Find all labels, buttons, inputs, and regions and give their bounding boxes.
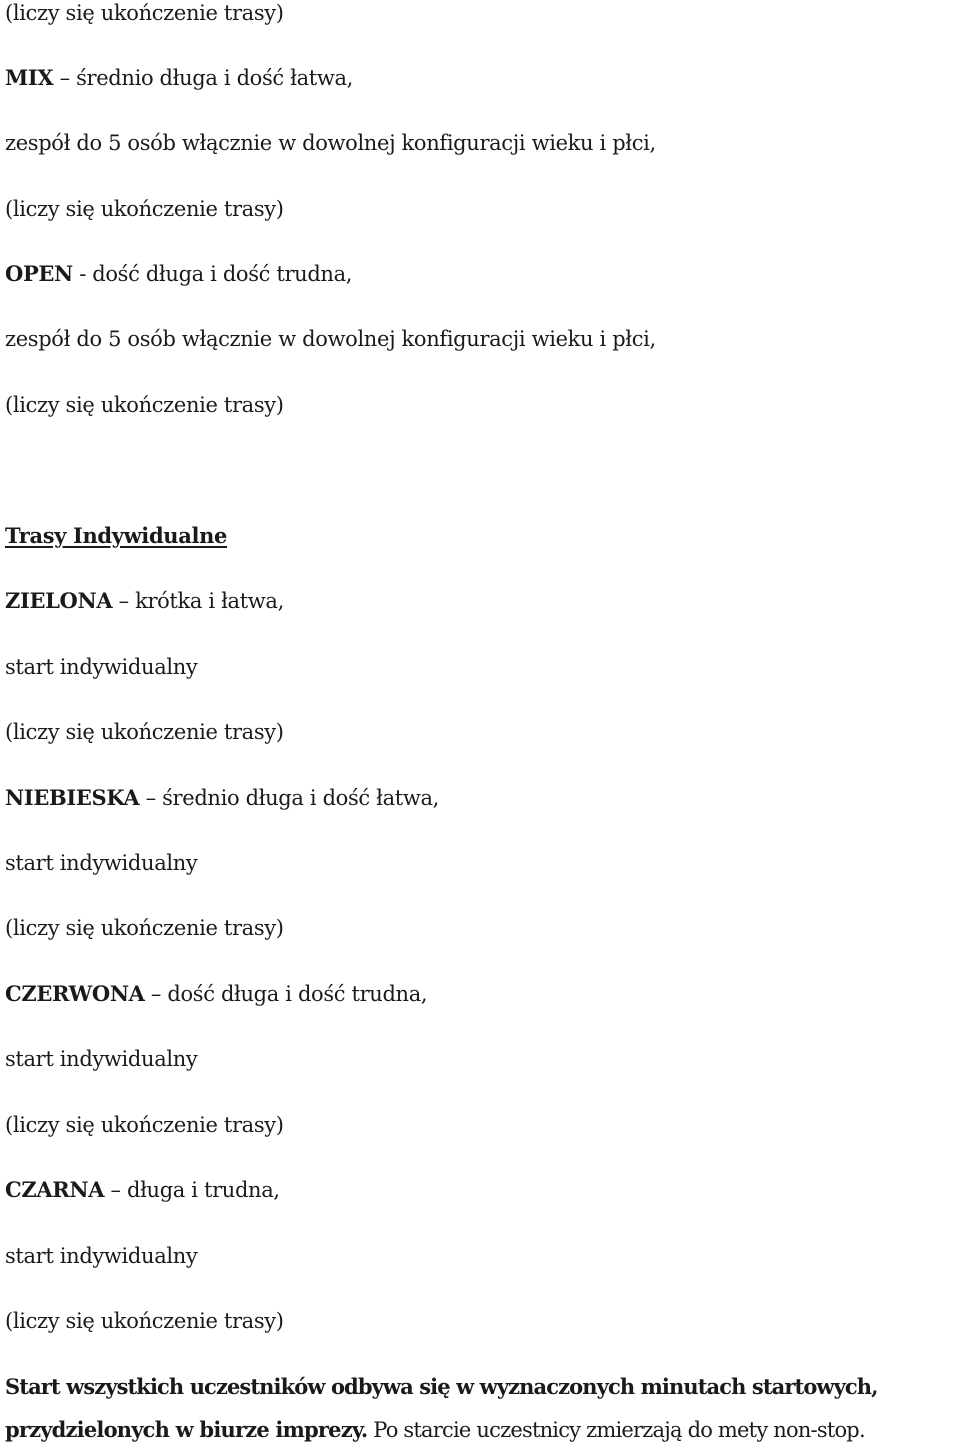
- rule-note: (liczy się ukończenie trasy): [5, 1113, 284, 1137]
- text-line: [5, 1243, 197, 1269]
- route-name: CZERWONA: [5, 981, 145, 1006]
- start-info: [5, 1374, 878, 1400]
- text-line: [5, 196, 284, 222]
- route-open: [5, 261, 352, 287]
- route-mix: [5, 65, 353, 91]
- text-line: [5, 326, 656, 352]
- text-line: [5, 130, 656, 156]
- start-rule: start indywidualny: [5, 1047, 198, 1071]
- rule-note: (liczy się ukończenie trasy): [5, 916, 284, 940]
- route-czarna: [5, 1177, 280, 1203]
- text-line: [5, 1112, 284, 1138]
- route-name: ZIELONA: [5, 588, 113, 613]
- start-info-text: Start wszystkich uczestników odbywa się w wyznaczonych minutach startowych,: [5, 1374, 878, 1399]
- route-description: – średnio długa i dość łatwa,: [139, 786, 439, 810]
- start-rule: start indywidualny: [5, 655, 198, 679]
- route-zielona: [5, 588, 284, 614]
- text-line: [5, 654, 197, 680]
- rule-note: (liczy się ukończenie trasy): [5, 197, 284, 221]
- text-line: [5, 719, 284, 745]
- route-niebieska: [5, 785, 439, 811]
- route-name: OPEN: [5, 261, 73, 286]
- route-description: – krótka i łatwa,: [112, 589, 284, 613]
- route-description: – średnio długa i dość łatwa,: [53, 66, 353, 90]
- route-czerwona: [5, 981, 427, 1007]
- team-rule: zespół do 5 osób włącznie w dowolnej konfiguracji wieku i płci,: [5, 131, 656, 155]
- route-description: - dość długa i dość trudna,: [72, 262, 353, 286]
- start-info-text: Po starcie uczestnicy zmierzają do mety non-stop.: [367, 1418, 865, 1442]
- section-heading: [5, 523, 227, 549]
- text-line: [5, 392, 284, 418]
- text-line: [5, 915, 284, 941]
- section-heading-text: Trasy Indywidualne: [5, 523, 228, 548]
- text-line: [5, 0, 284, 26]
- rule-note: (liczy się ukończenie trasy): [5, 1309, 284, 1333]
- rule-note: (liczy się ukończenie trasy): [5, 393, 284, 417]
- route-name: CZARNA: [5, 1177, 105, 1202]
- start-info-bold: przydzielonych w biurze imprezy.: [5, 1417, 368, 1442]
- team-rule: zespół do 5 osób włącznie w dowolnej konfiguracji wieku i płci,: [5, 327, 656, 351]
- start-rule: start indywidualny: [5, 1244, 198, 1268]
- start-info: [5, 1417, 865, 1443]
- route-description: – dość długa i dość trudna,: [144, 982, 428, 1006]
- rule-note: (liczy się ukończenie trasy): [5, 720, 284, 744]
- route-name: MIX: [5, 65, 54, 90]
- route-description: – długa i trudna,: [104, 1178, 280, 1202]
- route-name: NIEBIESKA: [5, 785, 140, 810]
- text-line: [5, 850, 197, 876]
- rule-note: (liczy się ukończenie trasy): [5, 1, 284, 25]
- text-line: [5, 1046, 197, 1072]
- start-rule: start indywidualny: [5, 851, 198, 875]
- text-line: [5, 1308, 284, 1334]
